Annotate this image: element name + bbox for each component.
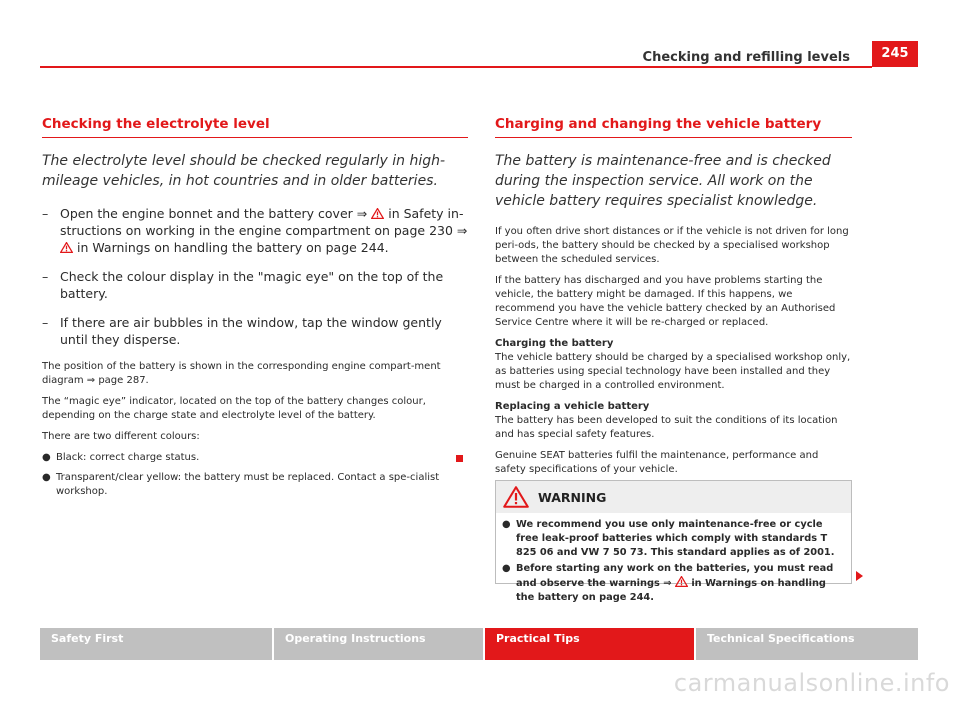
page-number: 245 — [872, 41, 918, 67]
right-column — [495, 116, 852, 484]
dash-marker: – — [42, 269, 49, 284]
bullet-marker: ● — [42, 452, 51, 463]
warning-triangle-icon — [60, 242, 73, 253]
warning-body — [496, 513, 851, 605]
step-item — [42, 314, 468, 348]
continue-arrow-icon — [856, 571, 863, 581]
tab-technical-specifications[interactable]: Technical Specifications — [694, 628, 918, 660]
left-column — [42, 116, 468, 505]
warning-header — [496, 481, 851, 513]
step-item — [42, 268, 468, 302]
electrolyte-intro: The electrolyte level should be checked regularly in high-mileage vehicles, in hot countries and in older batteries. — [42, 153, 446, 189]
battery-position-note: The position of the battery is shown in the corresponding engine compart-ment diagram ⇒ page 287. — [42, 361, 441, 386]
magic-eye-description: The “magic eye” indicator, located on the top of the battery changes colour, depending on the charge state and electrolyte level of the battery. — [42, 396, 426, 421]
step-item — [42, 205, 468, 256]
header-rule — [40, 66, 872, 68]
running-header-title: Checking and refilling levels — [642, 50, 850, 65]
warning-triangle-icon — [675, 576, 688, 587]
tab-operating-instructions[interactable]: Operating Instructions — [272, 628, 483, 660]
step-text: Open the engine bonnet and the battery cover ⇒ in Safety in-structions on working in the engine compartment on page 230 ⇒ in Warnings on handling the battery on page 244. — [60, 206, 468, 255]
charging-section-title: Charging and changing the vehicle battery — [495, 116, 852, 138]
bullet-marker: ● — [42, 472, 51, 483]
tab-practical-tips[interactable]: Practical Tips — [483, 628, 694, 660]
bullet-marker: ● — [502, 563, 511, 574]
chapter-tab-bar — [40, 628, 918, 660]
short-distance-note: If you often drive short distances or if the vehicle is not driven for long peri-ods, the battery should be checked by a specialised workshop between the scheduled services. — [495, 226, 849, 265]
warning-title: WARNING — [538, 489, 607, 505]
warning-triangle-icon — [503, 486, 529, 508]
electrolyte-section-title: Checking the electrolyte level — [42, 116, 468, 138]
charging-heading: Charging the battery — [495, 338, 614, 349]
step-text: Check the colour display in the "magic eye" on the top of the battery. — [60, 269, 444, 301]
charging-text: The vehicle battery should be charged by a specialised workshop only, as batteries using special technology have been installed and they must be charged in a controlled environment. — [495, 352, 851, 391]
genuine-batteries-note: Genuine SEAT batteries fulfil the maintenance, performance and safety specifications of your vehicle. — [495, 450, 819, 475]
list-item: ● Transparent/clear yellow: the battery must be replaced. Contact a spe-cialist workshop. — [42, 472, 440, 497]
discharged-note: If the battery has discharged and you have problems starting the vehicle, the battery might be damaged. If this happens, we recommend you have the vehicle battery checked by an Authorised Service Centre where it will be re-charged or replaced. — [495, 275, 836, 328]
replacing-text: The battery has been developed to suit the conditions of its location and has special safety features. — [495, 415, 838, 440]
list-item: ● We recommend you use only maintenance-free or cycle free leak-proof batteries which comply with standards T 825 06 and VW 7 50 73. This standard applies as of 2001. — [502, 519, 835, 558]
section-end-marker — [456, 455, 463, 462]
bullet-marker: ● — [502, 519, 511, 530]
dash-marker: – — [42, 315, 49, 330]
step-text: If there are air bubbles in the window, tap the window gently until they disperse. — [60, 315, 442, 347]
colours-intro: There are two different colours: — [42, 431, 200, 442]
tab-safety-first[interactable]: Safety First — [40, 628, 272, 660]
watermark: carmanualsonline.info — [673, 669, 950, 697]
dash-marker: – — [42, 206, 49, 221]
warning-box — [495, 480, 852, 603]
list-item: ● Black: correct charge status. — [42, 452, 200, 463]
list-item: ● Before starting any work on the batteries, you must read and observe the warnings ⇒ in Warnings on handling the battery on page 244. — [502, 563, 834, 603]
charging-intro: The battery is maintenance-free and is checked during the inspection service. All work on the vehicle battery requires specialist knowledge. — [495, 153, 831, 209]
warning-triangle-icon — [371, 208, 384, 219]
replacing-heading: Replacing a vehicle battery — [495, 401, 650, 412]
